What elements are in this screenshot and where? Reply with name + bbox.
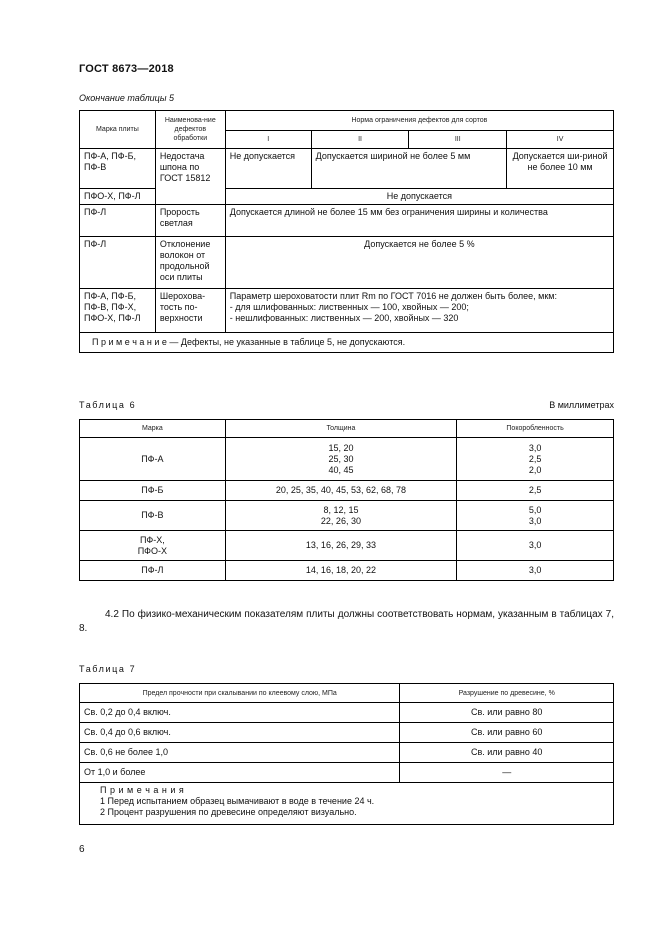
paragraph-4-2 [79, 608, 614, 636]
table7-fracture: Св. или равно 80 [400, 703, 614, 723]
grade-header: II [311, 131, 409, 149]
table7 [79, 683, 614, 825]
table5-cell-all: Не допускается [225, 189, 613, 205]
table-row [80, 501, 614, 531]
table6-unit: В миллиметрах [549, 400, 614, 410]
note-text: — Дефекты, не указанные в таблице 5, не допускаются. [166, 337, 406, 347]
page-number: 6 [79, 844, 85, 855]
table7-header: Предел прочности при скалывании по клеевому слою, МПа [80, 684, 400, 703]
table7-strength: Св. 0,4 до 0,6 включ. [80, 723, 400, 743]
table6-mark: ПФ-Б [80, 481, 226, 501]
table7-title: Таблица 7 [79, 664, 137, 674]
table5-cell-defect: Недостача шпона по ГОСТ 15812 [155, 149, 225, 205]
table5-cell-defect: Шерохова-тость по-верхности [155, 289, 225, 333]
note-label: П р и м е ч а н и е [92, 337, 167, 347]
grade-header: IV [507, 131, 614, 149]
value-line: 22, 26, 30 [320, 515, 361, 526]
value-line: 2,0 [528, 464, 542, 475]
table5-cell-mark: ПФ-А, ПФ-Б, ПФ-В, ПФ-Х, ПФО-Х, ПФ-Л [80, 289, 156, 333]
table5-header-mark: Марка плиты [80, 111, 156, 149]
table6-mark: ПФ-Х, ПФО-Х [80, 531, 226, 561]
value-line: 3,0 [528, 515, 542, 526]
roughness-line: Параметр шероховатости плит Rm по ГОСТ 7016 не должен быть более, мкм: [229, 291, 557, 301]
table5-cell-grade4: Допускается ши-риной не более 10 мм [507, 149, 614, 189]
table-row [80, 481, 614, 501]
document-header: ГОСТ 8673—2018 [79, 63, 174, 75]
table-row [80, 289, 614, 333]
table5-cell-grade1: Не допускается [225, 149, 311, 189]
grade-header: I [225, 131, 311, 149]
table6-title: Таблица 6 [79, 400, 137, 410]
table7-notes [80, 783, 614, 825]
table5-cell-roughness [225, 289, 613, 333]
table6-thickness: 13, 16, 26, 29, 33 [225, 531, 457, 561]
table6-warp [457, 438, 614, 481]
table-row [80, 531, 614, 561]
table7-fracture: — [400, 763, 614, 783]
value-line: 3,0 [528, 442, 542, 453]
table5-caption: Окончание таблицы 5 [79, 93, 174, 103]
roughness-line: - нешлифованных: лиственных — 200, хвойных — 320 [229, 313, 459, 323]
table6 [79, 419, 614, 581]
table7-header: Разрушение по древесине, % [400, 684, 614, 703]
table6-header: Марка [80, 420, 226, 438]
table7-strength: Св. 0,2 до 0,4 включ. [80, 703, 400, 723]
table-row [80, 743, 614, 763]
table7-fracture: Св. или равно 40 [400, 743, 614, 763]
paragraph-text: 4.2 По физико-механическим показателям плиты должны соответствовать нормам, указанным в таблицах 7, 8. [79, 609, 614, 634]
table6-header: Покоробленность [457, 420, 614, 438]
table6-warp: 2,5 [457, 481, 614, 501]
table6-warp [457, 501, 614, 531]
table-row [80, 438, 614, 481]
table5-cell-mark: ПФО-Х, ПФ-Л [80, 189, 156, 205]
table-row [80, 703, 614, 723]
table5-cell-grade23: Допускается шириной не более 5 мм [311, 149, 506, 189]
table5-cell-mark: ПФ-А, ПФ-Б, ПФ-В [80, 149, 156, 189]
table6-header: Толщина [225, 420, 457, 438]
table5-cell-mark: ПФ-Л [80, 205, 156, 237]
roughness-line: - для шлифованных: лиственных — 100, хвойных — 200; [229, 302, 469, 312]
value-line: 25, 30 [328, 453, 354, 464]
table-row [80, 237, 614, 289]
table-row [80, 149, 614, 189]
value-line: 5,0 [528, 504, 542, 515]
table6-mark: ПФ-Л [80, 561, 226, 581]
table-row [80, 723, 614, 743]
table6-warp: 3,0 [457, 531, 614, 561]
table6-mark: ПФ-А [80, 438, 226, 481]
table5-header-norms: Норма ограничения дефектов для сортов [225, 111, 613, 131]
table-row [80, 561, 614, 581]
table5-cell-defect: Прорость светлая [155, 205, 225, 237]
note-line: 1 Перед испытанием образец вымачивают в воде в течение 24 ч. [100, 796, 375, 806]
table6-thickness: 14, 16, 18, 20, 22 [225, 561, 457, 581]
table7-strength: Св. 0,6 не более 1,0 [80, 743, 400, 763]
note-line: 2 Процент разрушения по древесине определяют визуально. [100, 807, 357, 817]
table6-mark: ПФ-В [80, 501, 226, 531]
table7-fracture: Св. или равно 60 [400, 723, 614, 743]
table7-strength: От 1,0 и более [80, 763, 400, 783]
table5 [79, 110, 614, 353]
table5-note [80, 333, 614, 353]
table6-thickness [225, 501, 457, 531]
table6-warp: 3,0 [457, 561, 614, 581]
notes-label: П р и м е ч а н и я [100, 785, 185, 795]
value-line: 8, 12, 15 [323, 504, 359, 515]
table5-cell-all: Допускается не более 5 % [225, 237, 613, 289]
table-row [80, 763, 614, 783]
table5-cell-defect: Отклонение волокон от продольной оси плиты [155, 237, 225, 289]
value-line: 40, 45 [328, 464, 354, 475]
value-line: 2,5 [528, 453, 542, 464]
table5-cell-mark: ПФ-Л [80, 237, 156, 289]
table-row [80, 205, 614, 237]
table5-header-defect: Наименова-ние дефектов обработки [155, 111, 225, 149]
table6-thickness [225, 438, 457, 481]
table6-thickness: 20, 25, 35, 40, 45, 53, 62, 68, 78 [225, 481, 457, 501]
value-line: 15, 20 [328, 442, 354, 453]
grade-header: III [409, 131, 507, 149]
table5-cell-all: Допускается длиной не более 15 мм без ограничения ширины и количества [225, 205, 613, 237]
